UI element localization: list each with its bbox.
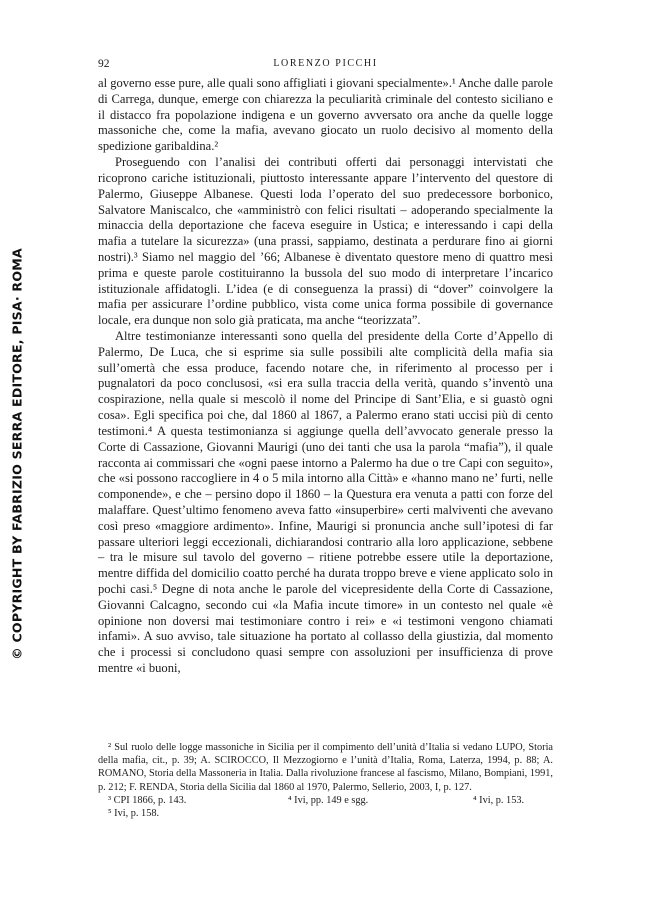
copyright-text: © COPYRIGHT BY FABRIZIO SERRA EDITORE, PISA· ROMA	[9, 248, 25, 660]
footnote-row	[98, 807, 553, 820]
running-head: LORENZO PICCHI	[273, 58, 378, 69]
footnote: ² Sul ruolo delle logge massoniche in Sicilia per il compimento dell’unità d’Italia si vedano LUPO, Storia della mafia, cit., p. 39; A. SCIROCCO, Il Mezzogiorno e l’unità d’Italia, Roma, Laterza, 1994, p. 88; A. ROMANO, Storia della Massoneria in Italia. Dalla rivoluzione francese al fascismo, Milano, Bompiani, 1991, p. 212; F. RENDA, Storia della Sicilia dal 1860 al 1970, Palermo, Sellerio, 2003, I, p. 127.	[98, 742, 553, 793]
footnotes	[98, 741, 553, 820]
footnote-row	[98, 794, 553, 807]
paragraph: Altre testimonianze interessanti sono quella del presidente della Corte d’Appello di Palermo, De Luca, che si esprime sia sulle possibili alte complicità della mafia sia sull’omertà che essa produce, facendo notare che, in riferimento al processo per i pugnalatori da poco conclusosi, «si era sulla traccia della verità, quando s’inventò una cospirazione, nella quale si mescolò il nome del Principe di Sant’Elia, e si guastò ogni cosa». Egli specifica poi che, dal 1860 al 1867, a Palermo erano stati uccisi più di cento testimoni.⁴ A questa testimonianza si aggiunge quella dell’avvocato generale presso la Corte di Cassazione, Giovanni Maurigi (uno dei tanti che usa la parola “mafia”), il quale racconta ai commissari che «ogni paese intorno a Palermo ha due o tre Capi con seguito», che «si possono raccogliere in 4 o 5 mila intorno alla Città» e «hanno mano ne’ furti, nelle componende», e che – persino dopo il 1860 – la Questura era venuta a patti con forze del malaffare. Quest’ultimo fenomeno aveva fatto «insuperbire» certi malviventi che avevano così preso «maggiore ardimento». Infine, Maurigi si pronuncia anche sull’ipotesi di far passare ulteriori leggi eccezionali, dichiarandosi contrario alla loro applicazione, sebbene – tra le misure sul tavolo del governo – ritiene potrebbe essere utile la deportazione, mentre diffida del domicilio coatto perché ha durata troppo breve e viene applicato solo in pochi casi.⁵ Degne di nota anche le parole del vicepresidente della Corte di Cassazione, Giovanni Calcagno, secondo cui «la Mafia incute timore» in un contesto nel quale «è opinione non doversi mai testimoniare contro i rei» e «i testimoni vengono chiamati infami». A suo avviso, tale situazione ha portato al collasso della giustizia, dal momento che i processi si concludono quasi sempre con assoluzioni per insufficienza di prove mentre «i buoni,	[98, 329, 553, 676]
footnote: ⁵ Ivi, p. 158.	[108, 808, 160, 819]
footnote: ⁴ Ivi, p. 153.	[473, 794, 525, 806]
footnote: ⁴ Ivi, pp. 149 e sgg.	[288, 794, 369, 806]
page-number: 92	[98, 58, 110, 70]
body-text	[98, 76, 553, 677]
footnote: ³ CPI 1866, p. 143.	[108, 794, 187, 806]
copyright-notice	[6, 244, 28, 664]
paragraph: al governo esse pure, alle quali sono affigliati i giovani specialmente».¹ Anche dalle parole di Carrega, dunque, emerge con chiarezza la peculiarità criminale del contesto siciliano e il distacco fra popolazione indigena e un governo avversato ora anche da quelle logge massoniche che, come la mafia, avevano giocato un ruolo decisivo al momento della spedizione garibaldina.²	[98, 76, 553, 154]
paragraph: Proseguendo con l’analisi dei contributi offerti dai personaggi intervistati che ricoprono cariche istituzionali, piuttosto interessante appare l’intervento del questore di Palermo, Giuseppe Albanese. Questi loda l’operato del suo predecessore borbonico, Salvatore Maniscalco, che «amministrò con felici risultati – adoperando specialmente la minaccia della deportazione che faceva eseguire in Ustica; e interessando i capi della mafia a tutelare la sicurezza» (una prassi, sappiamo, destinata a perdurare fino ai giorni nostri).³ Siamo nel maggio del ’66; Albanese è diventato questore meno di quattro mesi prima e queste parole costituiranno la bussola del suo modo di interpretare l’incarico istituzionale affidatogli. L’idea (e di conseguenza la prassi) di “dover” coinvolgere la mafia per assicurare l’ordine pubblico, vista come unica forma possibile di governance locale, era dunque non solo già praticata, ma anche “teorizzata”.	[98, 155, 553, 328]
page-header	[98, 58, 553, 74]
